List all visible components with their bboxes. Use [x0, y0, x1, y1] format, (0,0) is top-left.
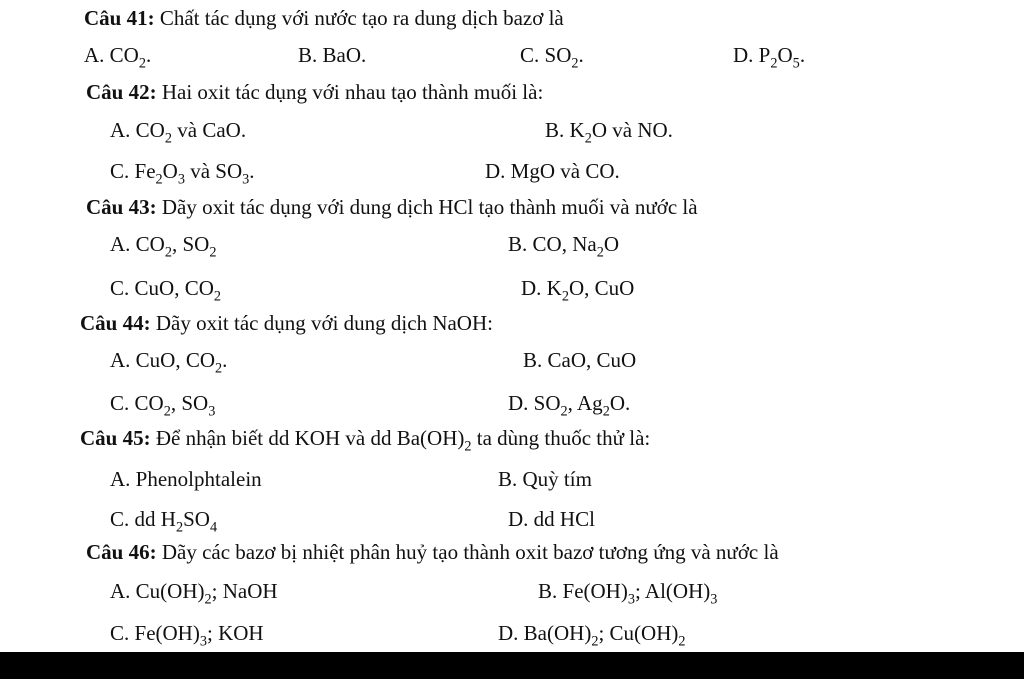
- question-text: Dãy oxit tác dụng với dung dịch NaOH:: [155, 311, 493, 335]
- option-44-d: [508, 391, 631, 420]
- option-text: BaO.: [322, 43, 367, 67]
- option-letter: A.: [110, 118, 131, 142]
- option-text: $CO_2$, $SO_3$: [134, 391, 216, 420]
- option-letter: A.: [110, 579, 131, 603]
- option-text: CO, $Na_2O$: [532, 232, 619, 261]
- option-text: $SO_2$.: [544, 43, 584, 72]
- option-text: $Fe(OH)_3$; $Al(OH)_3$: [562, 579, 718, 608]
- option-letter: B.: [298, 43, 318, 67]
- option-letter: D.: [733, 43, 754, 67]
- option-letter: C.: [520, 43, 540, 67]
- option-text: dd HCl: [533, 507, 595, 531]
- question-46: [86, 542, 779, 563]
- option-text: $K_2O$ và NO.: [569, 118, 673, 147]
- question-44: [80, 313, 493, 334]
- question-label: Câu 41:: [84, 6, 155, 30]
- question-text: Dãy oxit tác dụng với dung dịch HCl tạo thành muối và nước là: [161, 195, 698, 219]
- option-letter: C.: [110, 276, 130, 300]
- option-letter: C.: [110, 507, 130, 531]
- option-41-c: [520, 43, 584, 72]
- option-letter: C.: [110, 159, 130, 183]
- option-41-a: [84, 43, 152, 72]
- option-text: dd $H_2SO_4$: [134, 507, 218, 536]
- option-44-a: [110, 348, 228, 377]
- option-text: $Ba(OH)_2$; $Cu(OH)_2$: [523, 621, 686, 650]
- option-text: MgO và CO.: [510, 159, 620, 183]
- question-label: Câu 45:: [80, 426, 151, 450]
- question-label: Câu 42:: [86, 80, 157, 104]
- option-letter: D.: [498, 621, 519, 645]
- option-43-d: [521, 276, 635, 305]
- option-text: $Cu(OH)_2$; NaOH: [135, 579, 278, 608]
- option-text: $CO_2$.: [109, 43, 152, 72]
- option-letter: B.: [538, 579, 558, 603]
- question-text: Chất tác dụng với nước tạo ra dung dịch bazơ là: [159, 6, 564, 30]
- option-text: $SO_2$, $Ag_2O$.: [533, 391, 631, 420]
- option-43-b: [508, 232, 619, 261]
- question-42: [86, 82, 543, 103]
- question-label: Câu 46:: [86, 540, 157, 564]
- option-text: Quỳ tím: [522, 467, 592, 491]
- option-letter: A.: [110, 232, 131, 256]
- question-label: Câu 44:: [80, 311, 151, 335]
- question-43: [86, 197, 698, 218]
- option-41-b: [298, 45, 366, 66]
- option-46-d: [498, 621, 686, 650]
- option-text: $P_2O_5$.: [758, 43, 806, 72]
- option-43-a: [110, 232, 217, 261]
- option-46-c: [110, 621, 264, 650]
- option-letter: D.: [485, 159, 506, 183]
- option-42-a: [110, 118, 247, 147]
- option-letter: C.: [110, 391, 130, 415]
- option-letter: B.: [545, 118, 565, 142]
- option-44-c: [110, 391, 216, 420]
- option-45-c: [110, 507, 218, 536]
- option-text: CuO, $CO_2$: [134, 276, 222, 305]
- bottom-black-bar: [0, 652, 1024, 679]
- option-text: CaO, CuO: [547, 348, 637, 372]
- option-letter: B.: [498, 467, 518, 491]
- option-letter: A.: [110, 348, 131, 372]
- option-letter: C.: [110, 621, 130, 645]
- option-letter: D.: [508, 391, 529, 415]
- option-letter: D.: [508, 507, 529, 531]
- question-label: Câu 43:: [86, 195, 157, 219]
- option-letter: A.: [110, 467, 131, 491]
- option-41-d: [733, 43, 806, 72]
- option-letter: B.: [508, 232, 528, 256]
- option-letter: D.: [521, 276, 542, 300]
- option-text: $Fe_2O_3$ và $SO_3$.: [134, 159, 255, 188]
- option-text: $K_2O$, CuO: [546, 276, 635, 305]
- option-46-b: [538, 579, 718, 608]
- question-45: [80, 426, 651, 455]
- option-43-c: [110, 276, 222, 305]
- option-text: $CO_2$, $SO_2$: [135, 232, 217, 261]
- option-42-d: [485, 161, 620, 182]
- option-text: CuO, $CO_2$.: [135, 348, 228, 377]
- question-text: Để nhận biết dd KOH và dd $Ba(OH)_2$ ta dùng thuốc thử là:: [155, 426, 651, 455]
- option-text: Phenolphtalein: [135, 467, 262, 491]
- question-text: Dãy các bazơ bị nhiệt phân huỷ tạo thành oxit bazơ tương ứng và nước là: [161, 540, 779, 564]
- option-46-a: [110, 579, 278, 608]
- option-42-b: [545, 118, 673, 147]
- question-41: [84, 8, 564, 29]
- option-45-a: [110, 469, 262, 490]
- option-45-d: [508, 509, 595, 530]
- option-letter: B.: [523, 348, 543, 372]
- question-text: Hai oxit tác dụng với nhau tạo thành muối là:: [161, 80, 544, 104]
- option-44-b: [523, 350, 636, 371]
- option-45-b: [498, 469, 592, 490]
- option-text: $Fe(OH)_3$; KOH: [134, 621, 264, 650]
- option-text: $CO_2$ và CaO.: [135, 118, 247, 147]
- option-letter: A.: [84, 43, 105, 67]
- option-42-c: [110, 159, 255, 188]
